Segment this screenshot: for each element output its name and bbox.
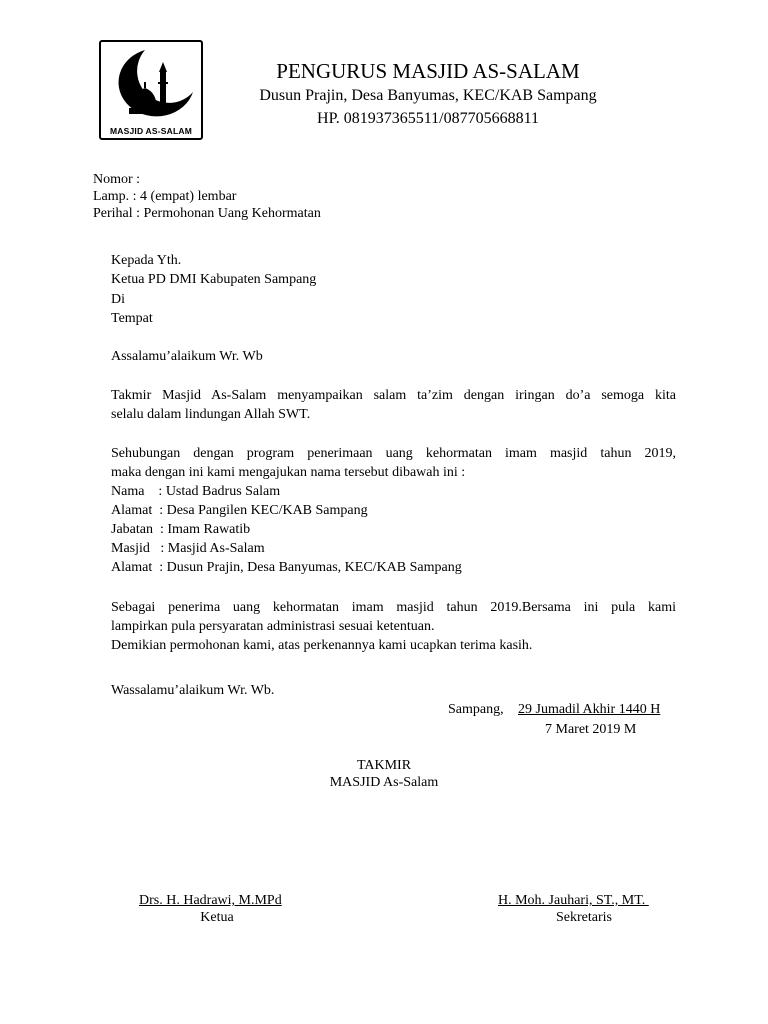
mosque-logo — [99, 40, 203, 140]
paragraph-2-line-1: Sehubungan dengan program penerimaan uang kehormatan imam masjid tahun 2019, — [111, 446, 676, 461]
org-address: Dusun Prajin, Desa Banyumas, KEC/KAB Sampang — [259, 87, 597, 104]
paragraph-3-line-3: Demikian permohonan kami, atas perkenannya kami ucapkan terima kasih. — [111, 638, 533, 653]
org-title: PENGURUS MASJID AS-SALAM — [276, 59, 580, 83]
detail-masjid: Masjid : Masjid As-Salam — [111, 541, 265, 556]
org-sign-2: MASJID As-Salam — [329, 775, 439, 790]
closing: Wassalamu’alaikum Wr. Wb. — [111, 683, 275, 698]
date-place: Sampang, — [448, 702, 504, 717]
paragraph-1-line-2: selalu dalam lindungan Allah SWT. — [111, 407, 311, 422]
date-masehi: 7 Maret 2019 M — [545, 722, 637, 737]
paragraph-2-line-2: maka dengan ini kami mengajukan nama tersebut dibawah ini : — [111, 465, 466, 480]
greeting: Assalamu’alaikum Wr. Wb — [111, 349, 263, 364]
signer-right-name: H. Moh. Jauhari, ST., MT. — [498, 893, 649, 908]
org-sign-1: TAKMIR — [356, 758, 412, 773]
signer-right-role: Sekretaris — [556, 910, 612, 925]
crescent-mosque-icon — [101, 42, 201, 138]
paragraph-3-line-2: lampirkan pula persyaratan administrasi sesuai ketentuan. — [111, 619, 435, 634]
detail-nama: Nama : Ustad Badrus Salam — [111, 484, 281, 499]
recipient-line-3: Di — [111, 292, 125, 307]
org-phone: HP. 081937365511/087705668811 — [317, 110, 539, 127]
recipient-line-2: Ketua PD DMI Kabupaten Sampang — [111, 272, 317, 287]
date-hijri: 29 Jumadil Akhir 1440 H — [518, 702, 661, 717]
detail-alamat: Alamat : Desa Pangilen KEC/KAB Sampang — [111, 503, 368, 518]
logo-caption: MASJID AS-SALAM — [109, 126, 193, 136]
perihal-line: Perihal : Permohonan Uang Kehormatan — [93, 206, 321, 221]
recipient-line-4: Tempat — [111, 311, 153, 326]
paragraph-3-line-1: Sebagai penerima uang kehormatan imam masjid tahun 2019.Bersama ini pula kami — [111, 600, 676, 615]
lampiran-line: Lamp. : 4 (empat) lembar — [93, 189, 237, 204]
detail-jabatan: Jabatan : Imam Rawatib — [111, 522, 251, 537]
recipient-line-1: Kepada Yth. — [111, 253, 182, 268]
paragraph-1-line-1: Takmir Masjid As-Salam menyampaikan salam ta’zim dengan iringan do’a semoga kita — [111, 388, 676, 403]
signer-left-name: Drs. H. Hadrawi, M.MPd — [139, 893, 282, 908]
detail-alamat-masjid: Alamat : Dusun Prajin, Desa Banyumas, KEC/KAB Sampang — [111, 560, 462, 575]
signer-left-role: Ketua — [200, 910, 234, 925]
nomor-line: Nomor : — [93, 172, 141, 187]
